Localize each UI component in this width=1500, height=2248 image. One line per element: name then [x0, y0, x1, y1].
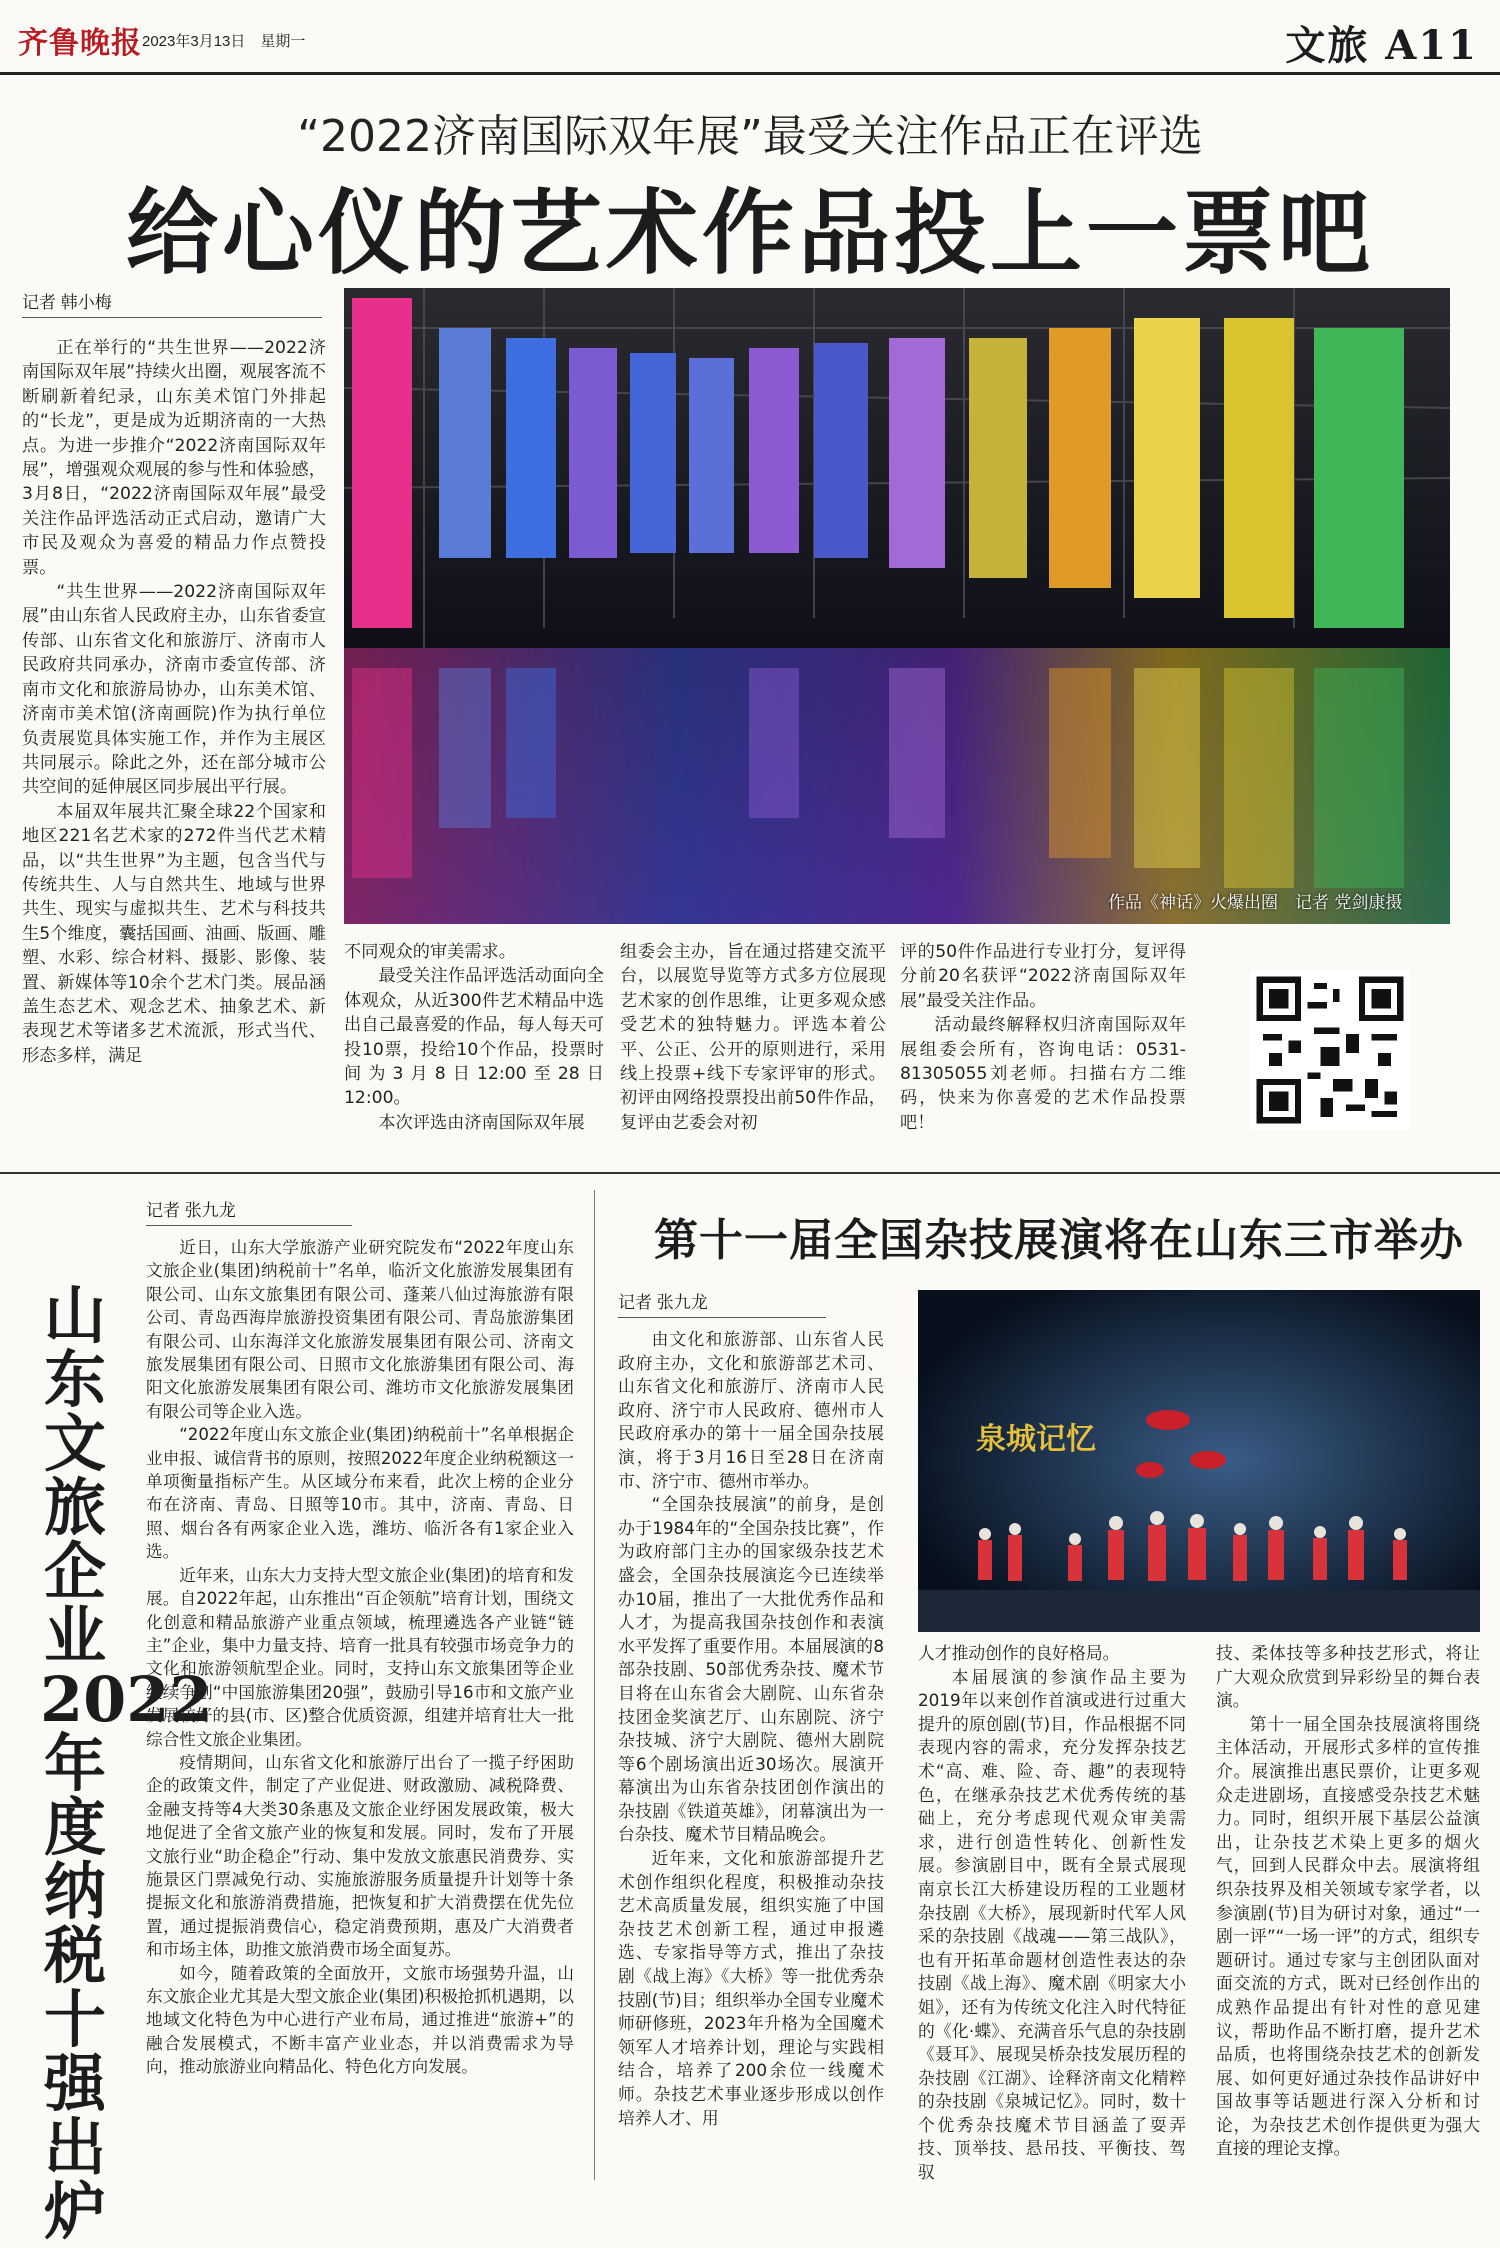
- story3-byline: 记者 张九龙: [618, 1288, 826, 1318]
- column-divider: [594, 1190, 595, 2180]
- section-divider: [0, 1172, 1500, 1174]
- story3-col1: [618, 1328, 884, 2180]
- story1-para: 本次评选由济南国际双年展: [378, 1112, 585, 1133]
- story1-byline: 记者 韩小梅: [22, 288, 322, 318]
- section-name: 文旅: [1285, 22, 1370, 69]
- story2-para: 疫情期间，山东省文化和旅游厅出台了一揽子纾困助企的政策文件，制定了产业促进、财政激励、减税降费、金融支持等4大类30条惠及文旅企业纾困发展政策，极大地促进了全省文旅产业的恢复和发展。同时，发布了开展文旅行业“助企稳企”行动、集中发放文旅惠民消费券、实施景区门票减免行动、实施旅游服务质量提升计划等十条提振文化和旅游消费措施，把恢复和扩大消费摆在优先位置，通过提振消费信心，稳定消费预期，惠及广大消费者和市场主体，助推文旅消费市场全面复苏。: [146, 1752, 574, 1960]
- story1-para: 不同观众的审美需求。: [344, 942, 516, 962]
- story2-vertical-headline: 山东文旅企业2022年度纳税十强出炉: [40, 1279, 213, 2248]
- story3-headline: 第十一届全国杂技展演将在山东三市举办: [654, 1215, 1464, 1266]
- story1-para: 最受关注作品评选活动面向全体观众，从近300件艺术精品中选出自己最喜爱的作品，每人每天可投10票，投给10个作品，投票时间为3月8日12:00至28日12:00。: [344, 966, 604, 1109]
- header-rule: [0, 72, 1500, 75]
- story3-col3: [1216, 1642, 1480, 2182]
- story2-para: 近日，山东大学旅游产业研究院发布“2022年度山东文旅企业(集团)纳税前十”名单，临沂文化旅游发展集团有限公司、山东文旅集团有限公司、蓬莱八仙过海旅游有限公司、青岛西海岸旅游投资集团有限公司、青岛旅游集团有限公司、山东海洋文化旅游发展集团有限公司、济南文旅发展集团有限公司、日照市文化旅游集团有限公司、海阳文化旅游发展集团有限公司、潍坊市文化旅游发展集团有限公司等企业入选。: [146, 1238, 574, 1421]
- issue-date: [142, 30, 305, 51]
- section-label: [1285, 14, 1478, 71]
- photo-overlay-title: 泉城记忆: [976, 1422, 1096, 1457]
- weekday-text: 星期一: [260, 33, 306, 50]
- story1-para: 活动最终解释权归济南国际双年展组委会所有，咨询电话：0531-81305055刘老师。扫描右方二维码，快来为你喜爱的艺术作品投票吧！: [900, 1015, 1186, 1133]
- story1-col2: [344, 940, 604, 1180]
- acrobatics-performance-photo: [918, 1290, 1480, 1632]
- story3-para: 第十一届全国杂技展演将围绕主体活动，开展形式多样的宣传推介。展演推出惠民票价，让更多观众走进剧场，直接感受杂技艺术魅力。同时，组织开展下基层公益演出，让杂技艺术染上更多的烟火气，回到人民群众中去。展演将组织杂技界及相关领域专家学者，以参演剧(节)目为研讨对象，通过“一剧一评”“一场一评”的方式，组织专题研讨。通过专家与主创团队面对面交流的方式，既对已经创作出的成熟作品提出有针对性的意见建议，帮助作品不断打磨，提升艺术品质，也将围绕杂技艺术的创新发展、如何更好通过杂技作品讲好中国故事等话题进行深入分析和讨论，为杂技艺术创作提供更为强大直接的理论支撑。: [1216, 1713, 1480, 2159]
- story3-para: 人才推动创作的良好格局。: [918, 1643, 1120, 1663]
- story2-para: 如今，随着政策的全面放开，文旅市场强势升温，山东文旅企业尤其是大型文旅企业(集团)积极抢抓机遇期，以地域文化特色为中心进行产业布局，通过推进“旅游+”的融合发展模式，不断丰富产业业态，并以消费需求为导向，推动旅游业向精品化、特色化方向发展。: [146, 1963, 574, 2077]
- biennale-exhibition-photo: [344, 288, 1450, 924]
- story1-headline: 给心仪的艺术作品投上一票吧: [125, 179, 1374, 287]
- story1-col4: [900, 940, 1186, 1180]
- newspaper-logo: 齐鲁晚报: [18, 26, 142, 61]
- story1-col3: [620, 940, 886, 1180]
- story1-photo-caption: 作品《神话》火爆出圈 记者 党剑康摄: [1108, 893, 1403, 913]
- date-text: 2023年3月13日: [142, 33, 246, 50]
- story3-col2: [918, 1642, 1186, 2182]
- story1-para: 正在举行的“共生世界——2022济南国际双年展”持续火出圈，观展客流不断刷新着纪录，山东美术馆门外排起的“长龙”，更是成为近期济南的一大热点。为进一步推介“2022济南国际双年展”，增强观众观展的参与性和体验感，3月8日，“2022济南国际双年展”最受关注作品评选活动正式启动，邀请广大市民及观众为喜爱的精品力作点赞投票。: [22, 338, 326, 578]
- voting-qr-code[interactable]: [1250, 970, 1410, 1130]
- story2-para: “2022年度山东文旅企业(集团)纳税前十”名单根据企业申报、诚信背书的原则，按照2022年度企业纳税额这一单项衡量指标产生。从区域分布来看，此次上榜的企业分布在济南、青岛、日照等10市。其中，济南、青岛、日照、烟台各有两家企业入选，潍坊、临沂各有1家企业入选。: [146, 1425, 574, 1562]
- story1-kicker: “2022济南国际双年展”最受关注作品正在评选: [297, 111, 1203, 162]
- story2-para: 近年来，山东大力支持大型文旅企业(集团)的培育和发展。自2022年起，山东推出“百企领航”培育计划，围绕文化创意和精品旅游产业重点领域，梳理遴选各产业链“链主”企业，集中力量支持、培育一批具有较强市场竞争力的文化和旅游领航型企业。同时，支持山东文旅集团等企业继续争创“中国旅游集团20强”，鼓励引导16市和文旅产业发展较好的县(市、区)整合优质资源，组建并培育壮大一批综合性文旅企业集团。: [146, 1565, 574, 1749]
- story3-para: “全国杂技展演”的前身，是创办于1984年的“全国杂技比赛”，作为政府部门主办的国家级杂技艺术盛会，全国杂技展演迄今已连续举办10届，推出了一大批优秀作品和人才，为提高我国杂技创作和表演水平发挥了重要作用。本届展演的8部杂技剧、50部优秀杂技、魔术节目将在山东省会大剧院、山东省杂技团金奖演艺厅、山东剧院、济宁杂技城、济宁大剧院、德州大剧院等6个剧场演出近30场次。展演开幕演出为山东省杂技团创作演出的杂技剧《铁道英雄》，闭幕演出为一台杂技、魔术节目精品晚会。: [618, 1494, 884, 1845]
- story1-para: 评的50件作品进行专业打分，复评得分前20名获评“2022济南国际双年展”最受关注作品。: [900, 942, 1186, 1011]
- story3-para: 近年来，文化和旅游部提升艺术创作组织化程度，积极推动杂技艺术高质量发展，组织实施了中国杂技艺术创新工程，通过申报遴选、专家指导等方式，推出了杂技剧《战上海》《大桥》等一批优秀杂技剧(节)目；组织举办全国专业魔术师研修班，2023年升格为全国魔术领军人才培养计划，理论与实践相结合，培养了200余位一线魔术师。杂技艺术事业逐步形成以创作培养人才、用: [618, 1848, 884, 2128]
- story2-byline: 记者 张九龙: [146, 1196, 352, 1226]
- story1-para: “共生世界——2022济南国际双年展”由山东省人民政府主办，山东省委宣传部、山东省文化和旅游厅、济南市人民政府共同承办，济南市委宣传部、济南市文化和旅游局协办，山东美术馆、济南市美术馆(济南画院)作为执行单位负责展览具体实施工作，并作为主展区共同展示。除此之外，还在部分城市公共空间的延伸展区同步展出平行展。: [22, 582, 326, 798]
- story3-para: 由文化和旅游部、山东省人民政府主办，文化和旅游部艺术司、山东省文化和旅游厅、济南市人民政府、济宁市人民政府、德州市人民政府承办的第十一届全国杂技展演，将于3月16日至28日在济南市、济宁市、德州市举办。: [618, 1329, 884, 1491]
- story1-para: 组委会主办，旨在通过搭建交流平台，以展览导览等方式多方位展现艺术家的创作思维，让更多观众感受艺术的独特魅力。评选本着公平、公正、公开的原则进行，采用线上投票+线下专家评审的形式。初评由网络投票投出前50件作品，复评由艺委会对初: [620, 942, 886, 1133]
- story1-para: 本届双年展共汇聚全球22个国家和地区221名艺术家的272件当代艺术精品，以“共生世界”为主题，包含当代与传统共生、人与自然共生、地域与世界共生、现实与虚拟共生、艺术与科技共生5个维度，囊括国画、油画、版画、雕塑、水彩、综合材料、摄影、影像、装置、新媒体等10余个艺术门类。展品涵盖生态艺术、观念艺术、抽象艺术、新表现艺术等诸多艺术流派，形式当代、形态多样，满足: [22, 801, 326, 1066]
- story3-para: 本届展演的参演作品主要为2019年以来创作首演或进行过重大提升的原创剧(节)目，作品根据不同表现内容的需求，充分发挥杂技艺术“高、难、险、奇、趣”的表现特色，在继承杂技艺术优秀传统的基础上，充分考虑现代观众审美需求，进行创造性转化、创新性发展。参演剧目中，既有全景式展现南京长江大桥建设历程的工业题材杂技剧《大桥》，展现新时代军人风采的杂技剧《战魂——第三战队》，也有开拓革命题材创造性表达的杂技剧《战上海》、魔术剧《明家大小姐》，还有为传统文化注入时代特征的《化·蝶》、充满音乐气息的杂技剧《聂耳》、展现吴桥杂技发展历程的杂技剧《江湖》、诠释济南文化精粹的杂技剧《泉城记忆》。同时，数十个优秀杂技魔术节目涵盖了耍弄技、顶举技、悬吊技、平衡技、驾驭: [918, 1666, 1186, 2183]
- story1-col1: [22, 336, 326, 1180]
- story3-para: 技、柔体技等多种技艺形式，将让广大观众欣赏到异彩纷呈的舞台表演。: [1216, 1643, 1480, 1711]
- story2-body: [146, 1236, 574, 2186]
- page-number: A11: [1385, 22, 1478, 69]
